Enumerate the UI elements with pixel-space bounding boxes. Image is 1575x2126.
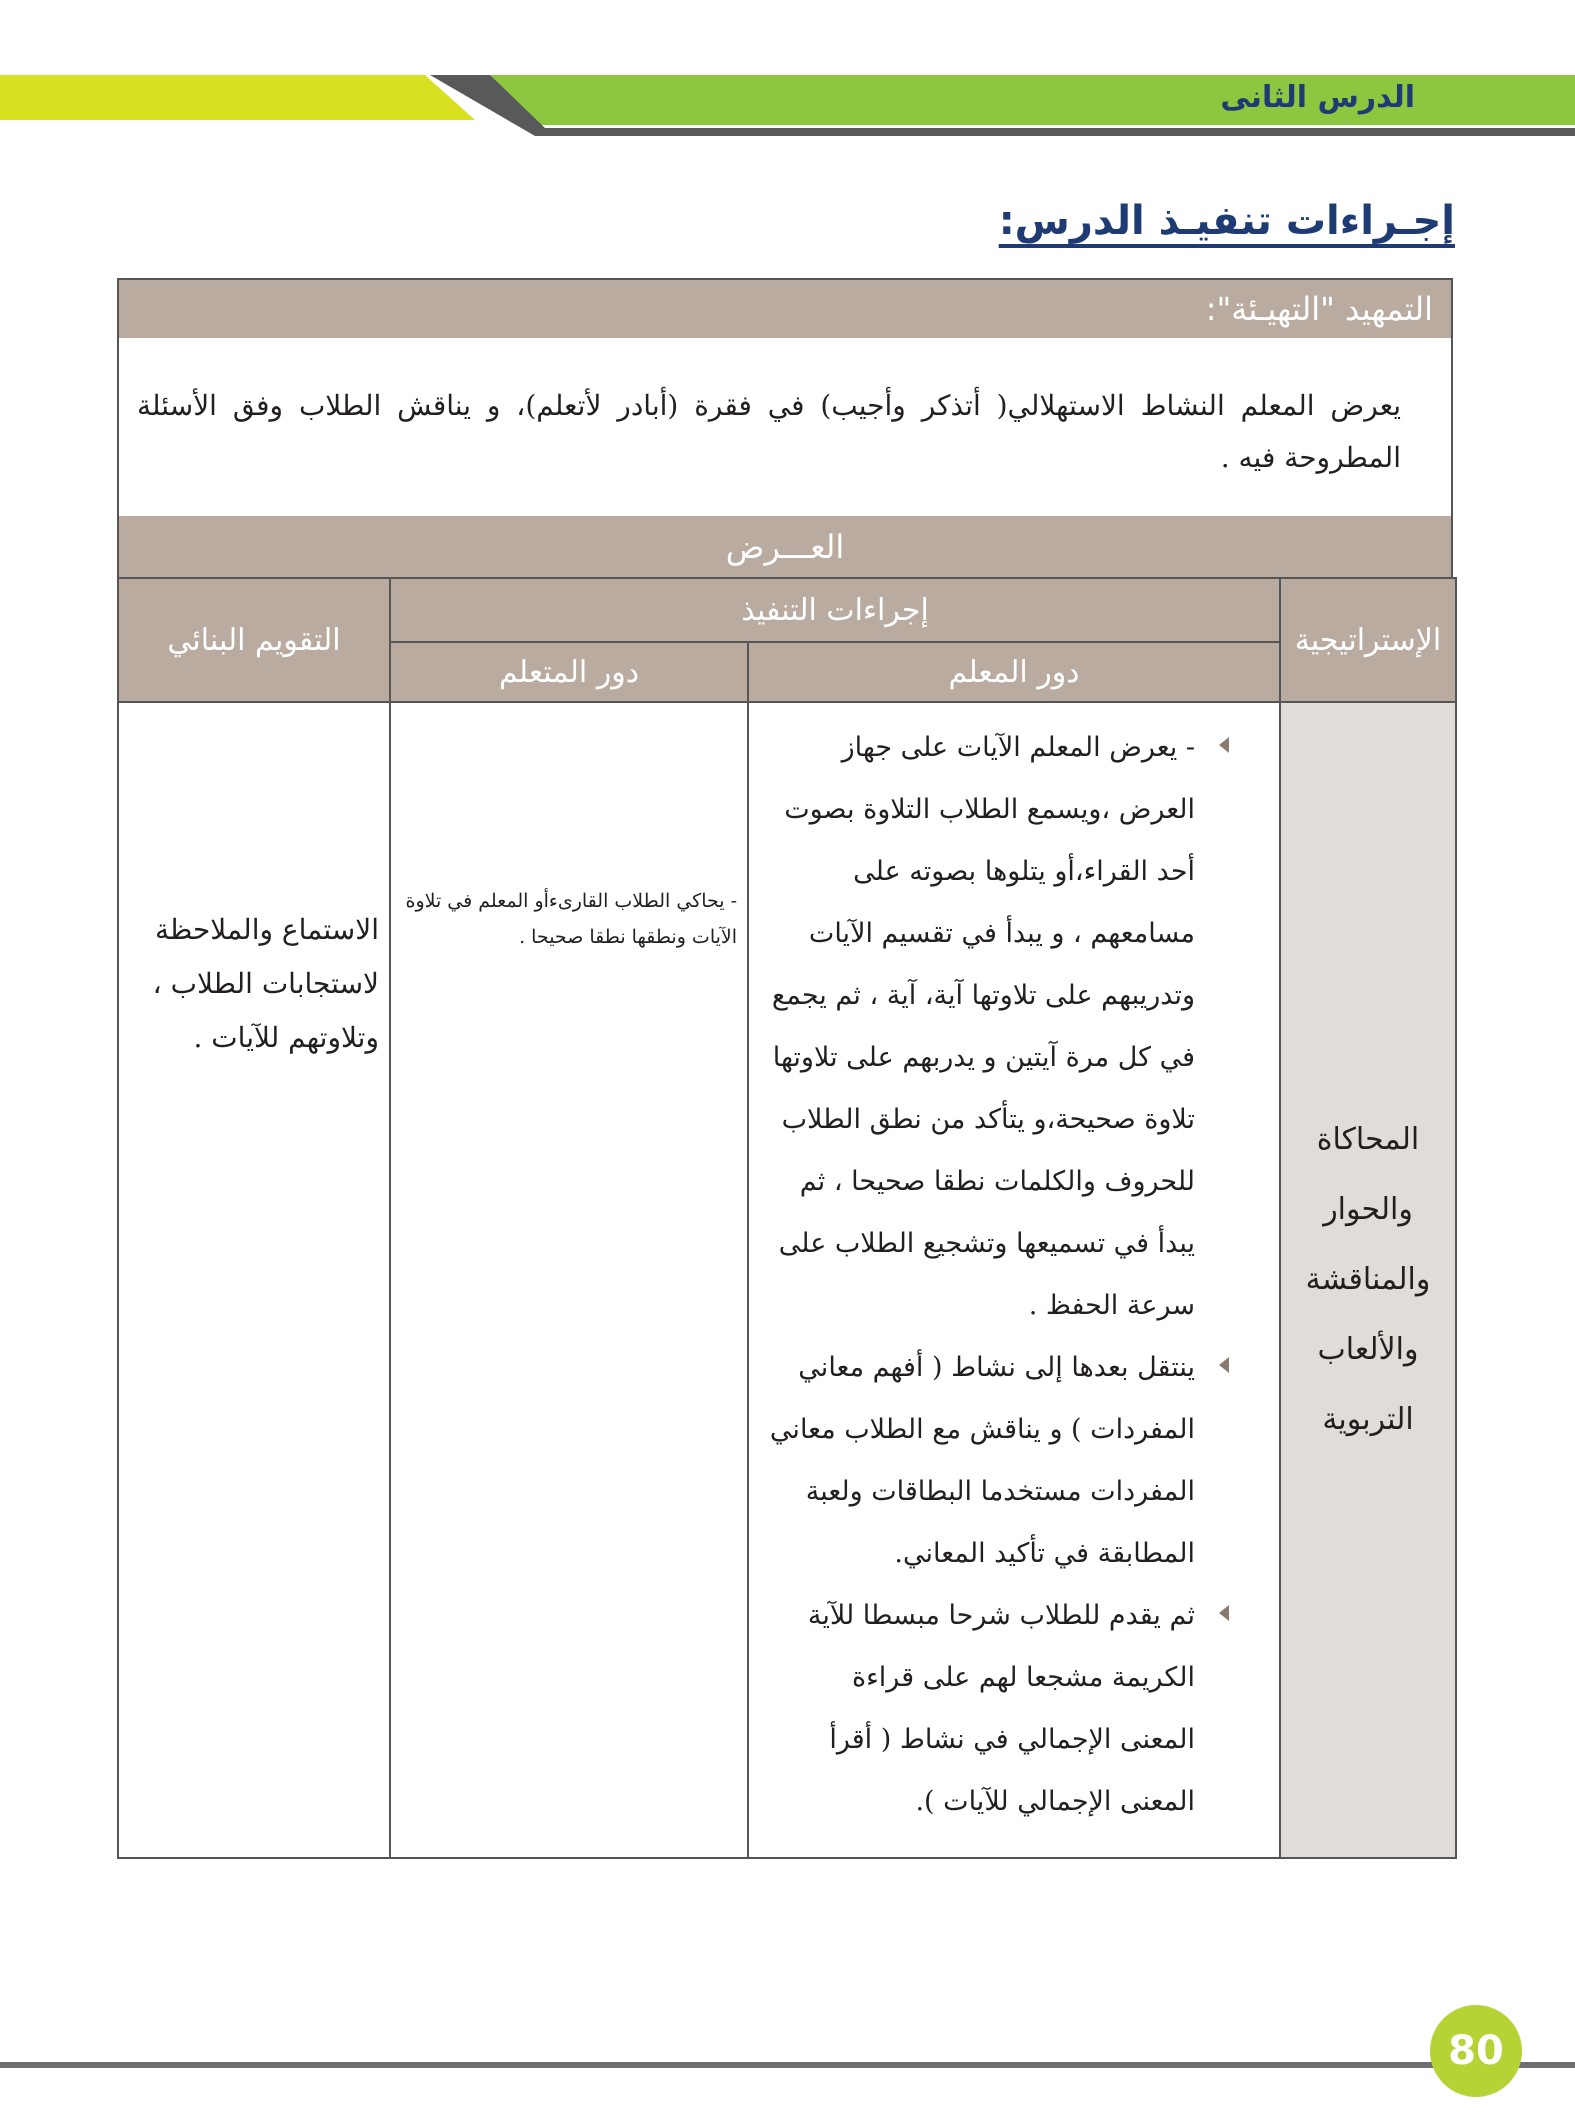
strategy-line: والحوار bbox=[1323, 1192, 1413, 1227]
triangle-bullet-icon bbox=[1219, 1357, 1229, 1373]
table-body-row bbox=[118, 702, 1456, 1858]
strategy-line: المحاكاة bbox=[1316, 1122, 1420, 1157]
section-heading: إجـراءات تنفيـذ الدرس: bbox=[998, 198, 1455, 244]
strategy-line: والألعاب bbox=[1317, 1332, 1419, 1367]
assessment-text: الاستماع والملاحظة لاستجابات الطلاب ، وتلاوتهم للآيات . bbox=[152, 913, 379, 1054]
triangle-bullet-icon bbox=[1219, 1605, 1229, 1621]
strategy-line: التربوية bbox=[1322, 1402, 1414, 1437]
list-item bbox=[769, 717, 1195, 1337]
teacher-item-text: - يعرض المعلم الآيات على جهاز العرض ،ويسمع الطلاب التلاوة بصوت أحد القراء،أو يتلوها بصوته على مسامعهم ، و يبدأ في تقسيم الآيات وتدريبهم على تلاوتها آية، آية ، ثم يجمع في كل مرة آيتين و يدربهم على تلاوتها تلاوة صحيحة،و يتأكد من نطق الطلاب للحروف والكلمات نطقا صحيحا ، ثم يبدأ في تسميعها وتشجيع الطلاب على سرعة الحفظ . bbox=[771, 732, 1196, 1321]
intro-frame bbox=[117, 278, 1453, 578]
learner-role-header: دور المتعلم bbox=[390, 642, 748, 702]
table-header-row bbox=[118, 578, 1456, 642]
triangle-bullet-icon bbox=[1219, 737, 1229, 753]
strategy-cell bbox=[1280, 702, 1456, 1858]
teacher-role-header: دور المعلم bbox=[748, 642, 1280, 702]
presentation-label: العـــرض bbox=[725, 528, 845, 566]
page-number-badge: 80 bbox=[1430, 2005, 1522, 2097]
teacher-items-list bbox=[769, 717, 1195, 1833]
procedures-table bbox=[117, 577, 1457, 1859]
teacher-item-text: ينتقل بعدها إلى نشاط ( أفهم معاني المفردات ) و يناقش مع الطلاب معاني المفردات مستخدما البطاقات ولعبة المطابقة في تأكيد المعاني. bbox=[769, 1352, 1196, 1569]
footer-line bbox=[0, 2062, 1575, 2068]
learner-role-text: - يحاكي الطلاب القارىءأو المعلم في تلاوة الآيات ونطقها نطقا صحيحا . bbox=[405, 890, 738, 948]
list-item bbox=[769, 1585, 1195, 1833]
procedures-header: إجراءات التنفيذ bbox=[390, 578, 1280, 642]
presentation-band bbox=[119, 516, 1451, 578]
assessment-header: التقويم البنائي bbox=[118, 578, 390, 702]
intro-label: التمهيد "التهيـئة": bbox=[1205, 290, 1433, 328]
lesson-label: الدرس الثانى bbox=[1220, 80, 1415, 115]
learner-role-cell bbox=[390, 702, 748, 1858]
assessment-cell bbox=[118, 702, 390, 1858]
list-item bbox=[769, 1337, 1195, 1585]
banner-yellow-strip bbox=[0, 75, 475, 120]
intro-text: يعرض المعلم النشاط الاستهلالي( أتذكر وأجيب) في فقرة (أبادر لأتعلم)، و يناقش الطلاب وفق الأسئلة المطروحة فيه . bbox=[137, 389, 1401, 474]
teacher-role-cell bbox=[748, 702, 1280, 1858]
teacher-item-text: ثم يقدم للطلاب شرحا مبسطا للآية الكريمة مشجعا لهم على قراءة المعنى الإجمالي في نشاط ( أقرأ المعنى الإجمالي للآيات ). bbox=[807, 1600, 1196, 1817]
strategy-line: والمناقشة bbox=[1305, 1262, 1431, 1297]
strategy-header: الإستراتيجية bbox=[1280, 578, 1456, 702]
intro-band bbox=[119, 280, 1451, 338]
